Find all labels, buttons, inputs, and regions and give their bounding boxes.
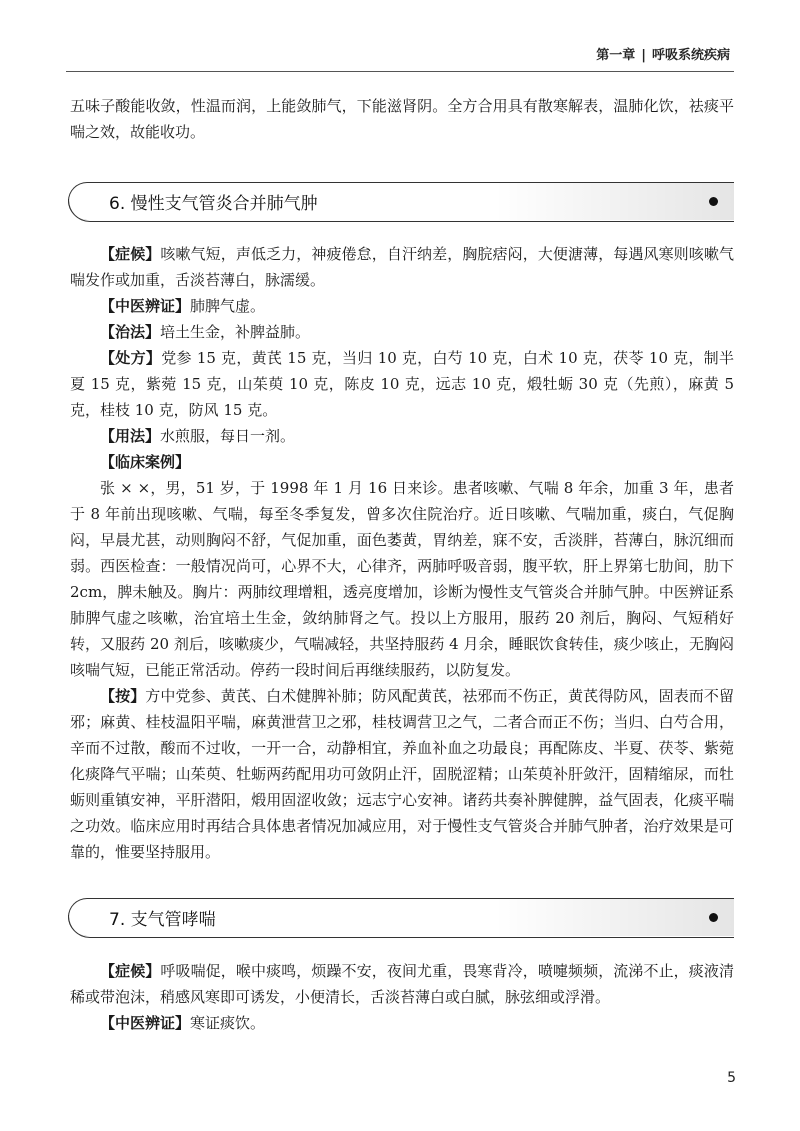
case-paragraph: 张 × ×，男，51 岁，于 1998 年 1 月 16 日来诊。患者咳嗽、气喘 8 年余，加重 3 年，患者于 8 年前出现咳嗽、气喘，每至冬季复发，曾多次住院治疗。近日咳嗽、气喘加重，痰白，气促胸闷，早晨尤甚，动则胸闷不舒，气促加重，面色萎黄，胃纳差，寐不安，舌淡胖，苔薄白，脉沉细而弱。西医检查：一般情况尚可，心界不大，心律齐，两肺呼吸音弱，腹平软，肝上界第七肋间，肋下 2cm，脾未触及。胸片：两肺纹理增粗，透亮度增加，诊断为慢性支气管炎合并肺气肿。中医辨证系肺脾气虚之咳嗽，治宜培土生金，敛纳肺肾之气。投以上方服用，服药 20 剂后，胸闷、气短稍好转，又服药 20 剂后，咳嗽痰少，气喘减轻，共坚持服药 4 月余，睡眠饮食转佳，痰少咳止，无胸闷咳喘气短，已能正常活动。停药一段时间后再继续服药，以防复发。 — [70, 479, 734, 679]
symptoms-paragraph — [70, 241, 734, 293]
method-text: 培土生金，补脾益肺。 — [160, 323, 311, 341]
s7-symptoms-paragraph — [70, 958, 734, 1010]
method-paragraph — [70, 319, 734, 345]
diagnosis-label: 【中医辨证】 — [100, 297, 191, 315]
diagnosis-text: 肺脾气虚。 — [190, 297, 266, 315]
header-separator: | — [641, 48, 646, 63]
heading-dot — [709, 197, 718, 206]
section-7-heading — [68, 898, 734, 936]
section-6-title: 6. 慢性支气管炎合并肺气肿 — [109, 194, 318, 214]
prescription-paragraph — [70, 345, 734, 423]
note-label: 【按】 — [100, 687, 146, 705]
header-rule — [66, 71, 734, 72]
prescription-text: 党参 15 克，黄芪 15 克，当归 10 克，白芍 10 克，白术 10 克，茯苓 10 克，制半夏 15 克，紫菀 15 克，山茱萸 10 克，陈皮 10 克，远志 10 克，煅牡蛎 30 克（先煎），麻黄 5 克，桂枝 10 克，防风 15 克。 — [70, 349, 734, 419]
s7-diagnosis-text: 寒证痰饮。 — [190, 1014, 266, 1032]
section-6-body — [70, 241, 734, 865]
intro-paragraph: 五味子酸能收敛，性温而润，上能敛肺气，下能滋肾阴。全方合用具有散寒解表，温肺化饮，祛痰平喘之效，故能收功。 — [70, 97, 734, 141]
heading-underline — [91, 937, 734, 938]
diagnosis-paragraph — [70, 293, 734, 319]
case-heading — [70, 449, 734, 475]
s7-diagnosis-label: 【中医辨证】 — [100, 1014, 191, 1032]
s7-symptoms-label: 【症候】 — [100, 962, 161, 980]
prescription-label: 【处方】 — [100, 349, 162, 367]
note-text: 方中党参、黄芪、白术健脾补肺；防风配黄芪，祛邪而不伤正，黄芪得防风，固表而不留邪；麻黄、桂枝温阳平喘，麻黄泄营卫之邪，桂枝调营卫之气，二者合而正不伤；当归、白芍合用，辛而不过散，酸而不过收，一开一合，动静相宜，养血补血之功最良；再配陈皮、半夏、茯苓、紫菀化痰降气平喘；山茱萸、牡蛎两药配用功可敛阴止汗，固脱涩精；山茱萸补肝敛汗，固精缩尿，而牡蛎则重镇安神，平肝潜阳，煅用固涩收敛；远志宁心安神。诸药共奏补脾健脾，益气固表，化痰平喘之功效。临床应用时再结合具体患者情况加减应用，对于慢性支气管炎合并肺气肿者，治疗效果是可靠的，惟要坚持服用。 — [70, 687, 734, 861]
page-number: 5 — [727, 1070, 736, 1086]
heading-shade — [494, 899, 734, 936]
note-paragraph — [70, 683, 734, 865]
section-label: 呼吸系统疾病 — [651, 48, 730, 63]
chapter-label: 第一章 — [596, 48, 636, 63]
heading-curve — [68, 915, 93, 938]
section-7-title: 7. 支气管哮喘 — [109, 910, 216, 930]
heading-curve — [68, 199, 93, 222]
symptoms-text: 咳嗽气短，声低乏力，神疲倦怠，自汗纳差，胸脘痞闷，大便溏薄，每遇风寒则咳嗽气喘发作或加重，舌淡苔薄白，脉濡缓。 — [70, 245, 734, 289]
heading-underline — [91, 221, 734, 222]
usage-paragraph — [70, 423, 734, 449]
usage-text: 水煎服，每日一剂。 — [160, 427, 296, 445]
usage-label: 【用法】 — [100, 427, 161, 445]
heading-shade — [494, 183, 734, 220]
section-7-body — [70, 958, 734, 1036]
method-label: 【治法】 — [100, 323, 161, 341]
symptoms-label: 【症候】 — [100, 245, 161, 263]
case-label: 【临床案例】 — [100, 453, 191, 471]
s7-symptoms-text: 呼吸喘促，喉中痰鸣，烦躁不安，夜间尤重，畏寒背冷，喷嚏频频，流涕不止，痰液清稀或带泡沫，稍感风寒即可诱发，小便清长，舌淡苔薄白或白腻，脉弦细或浮滑。 — [70, 962, 734, 1006]
s7-diagnosis-paragraph — [70, 1010, 734, 1036]
heading-dot — [709, 913, 718, 922]
intro-paragraph-block — [70, 93, 734, 145]
running-header — [596, 44, 730, 63]
section-6-heading — [68, 182, 734, 220]
